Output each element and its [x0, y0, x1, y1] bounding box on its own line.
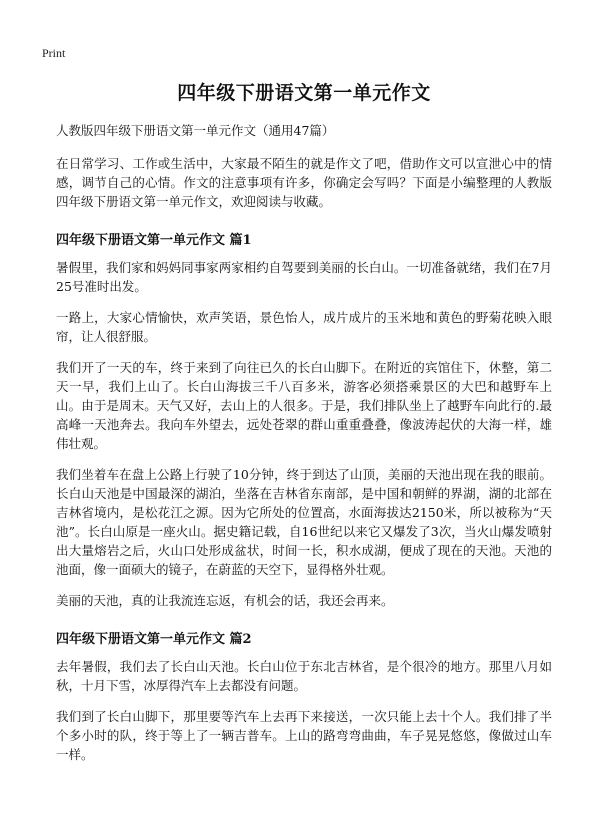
section-heading-2: 四年级下册语文第一单元作文 篇2	[56, 632, 252, 647]
article-subtitle: 人教版四年级下册语文第一单元作文（通用47篇）	[56, 123, 335, 138]
paragraph: 去年暑假，我们去了长白山天池。长白山位于东北吉林省，是个很冷的地方。那里八月如秋，十月下雪，冰厚得汽车上去都没有问题。	[56, 659, 552, 693]
print-link[interactable]: Print	[42, 46, 66, 60]
page-title: 四年级下册语文第一单元作文	[177, 82, 431, 104]
paragraph: 我们坐着车在盘上公路上行驶了10分钟，终于到达了山顶，美丽的天池出现在我的眼前。长白山天池是中国最深的湖泊，坐落在吉林省东南部，是中国和朝鲜的界湖，湖的北部在吉林省境内，是松花江之源。因为它所处的位置高，水面海拔达2150米，所以被称为“天池”。长白山原是一座火山。据史籍记载，自16世纪以来它又爆发了3次，当火山爆发喷射出大量熔岩之后，火山口处形成盆状，时间一长，积水成湖，便成了现在的天池。天池的池面，像一面硕大的镜子，在蔚蓝的天空下，显得格外壮观。	[56, 467, 552, 577]
paragraph: 我们到了长白山脚下，那里要等汽车上去再下来接送，一次只能上去十个人。我们排了半个多小时的队，终于等上了一辆吉普车。上山的路弯弯曲曲，车子晃晃悠悠，像做过山车一样。	[56, 709, 552, 762]
paragraph: 我们开了一天的车，终于来到了向往已久的长白山脚下。在附近的宾馆住下，休整，第二天一早，我们上山了。长白山海拔三千八百多米，游客必须搭乘景区的大巴和越野车上山。由于是周末。天气又好，去山上的人很多。于是，我们排队坐上了越野车向此行的.最高峰一天池奔去。我向车外望去，远处苍翠的群山重重叠叠，像波涛起伏的大海一样，雄伟壮观。	[56, 360, 552, 451]
section-heading-1: 四年级下册语文第一单元作文 篇1	[56, 233, 252, 248]
paragraph: 暑假里，我们家和妈妈同事家两家相约自驾要到美丽的长白山。一切准备就绪，我们在7月25号准时出发。	[56, 260, 552, 294]
intro-paragraph: 在日常学习、工作或生活中，大家最不陌生的就是作文了吧，借助作文可以宣泄心中的情感，调节自己的心情。作文的注意事项有许多，你确定会写吗？下面是小编整理的人教版四年级下册语文第一单元作文，欢迎阅读与收藏。	[56, 156, 552, 209]
paragraph: 美丽的天池，真的让我流连忘返，有机会的话，我还会再来。	[56, 593, 394, 608]
article	[56, 78, 552, 776]
paragraph: 一路上，大家心情愉快，欢声笑语，景色怡人，成片成片的玉米地和黄色的野菊花映入眼帘，让人很舒服。	[56, 310, 552, 344]
